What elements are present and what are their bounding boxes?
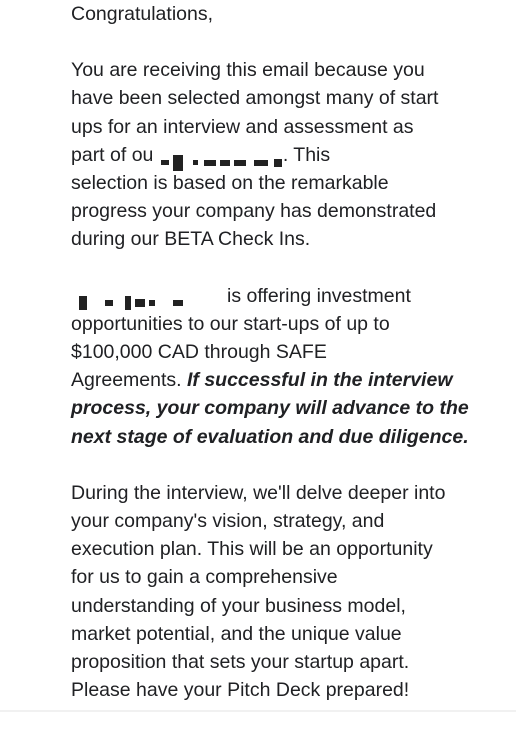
paragraph-line: your company's vision, strategy, and: [71, 507, 491, 535]
emphasis-line: next stage of evaluation and due diligence.: [71, 423, 491, 451]
emphasis-text: If successful in the interview: [187, 369, 453, 391]
paragraph-line: understanding of your business model,: [71, 592, 491, 620]
emphasis-line: process, your company will advance to the: [71, 394, 491, 422]
email-body: [71, 0, 491, 732]
paragraph-selection: [71, 56, 491, 253]
redacted-company-name: [71, 288, 221, 304]
paragraph-line: selection is based on the remarkable: [71, 169, 491, 197]
greeting: [71, 0, 491, 28]
paragraph-line: execution plan. This will be an opportunity: [71, 535, 491, 563]
paragraph-text: is offering investment: [227, 285, 411, 307]
paragraph-interview: [71, 479, 491, 705]
paragraph-text: Agreements.: [71, 369, 187, 391]
paragraph-line: during our BETA Check Ins.: [71, 225, 491, 253]
paragraph-line: have been selected amongst many of start: [71, 84, 491, 112]
greeting-text: Congratulations,: [71, 0, 491, 28]
paragraph-line: You are receiving this email because you: [71, 56, 491, 84]
paragraph-line: progress your company has demonstrated: [71, 197, 491, 225]
redacted-program-name: [157, 148, 277, 164]
paragraph-line: ups for an interview and assessment as: [71, 113, 491, 141]
paragraph-line: [71, 282, 491, 310]
paragraph-text: . This: [283, 144, 330, 166]
paragraph-line: Please have your Pitch Deck prepared!: [71, 676, 491, 704]
paragraph-line: proposition that sets your startup apart.: [71, 648, 491, 676]
paragraph-line: During the interview, we'll delve deeper into: [71, 479, 491, 507]
paragraph-line: for us to gain a comprehensive: [71, 563, 491, 591]
paragraph-line: opportunities to our start-ups of up to: [71, 310, 491, 338]
paragraph-line: market potential, and the unique value: [71, 620, 491, 648]
paragraph-line: [71, 141, 491, 169]
paragraph-line: $100,000 CAD through SAFE: [71, 338, 491, 366]
paragraph-line: [71, 366, 491, 394]
paragraph-offer: [71, 282, 491, 451]
paragraph-text: part of ou: [71, 144, 153, 166]
